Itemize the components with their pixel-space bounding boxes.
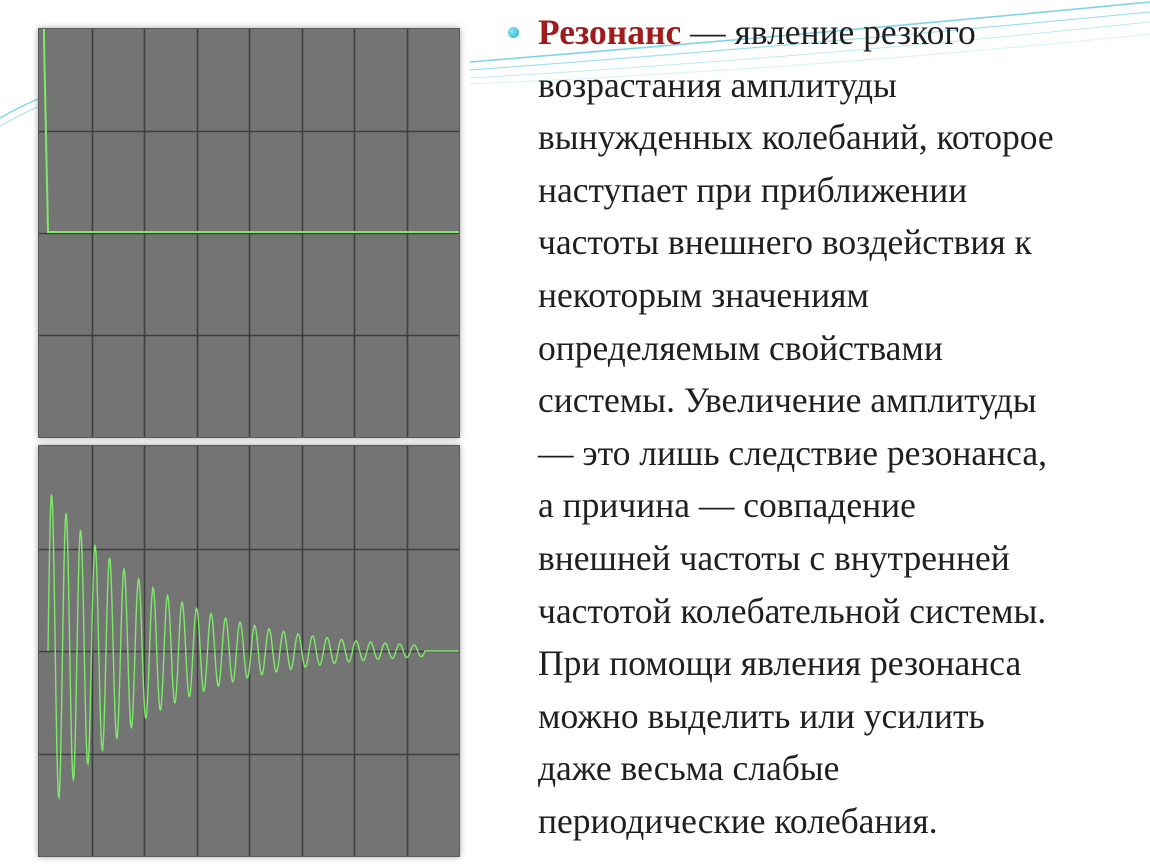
text-line: можно выделить или усилить	[538, 695, 985, 736]
text-line: — явление резкого	[690, 12, 976, 52]
text-line: некоторым значениям	[538, 274, 869, 315]
text-line: определяемым свойствами	[538, 327, 943, 368]
text-line: наступает при приближении	[538, 169, 968, 210]
term-resonance: Резонанс	[538, 12, 682, 52]
text-line: периодические колебания.	[538, 800, 938, 841]
trace-damped-oscillation	[48, 494, 459, 797]
text-line: даже весьма слабые	[538, 748, 840, 789]
scope-step-response	[38, 28, 460, 438]
trace-step-response	[44, 29, 459, 232]
step-response-chart	[39, 29, 459, 437]
definition-paragraph	[538, 6, 1140, 848]
bullet-icon	[508, 27, 519, 38]
text-line: При помощи явления резонанса	[538, 643, 1022, 684]
text-line: частоты внешнего воздействия к	[538, 222, 1032, 263]
definition-text	[508, 6, 1140, 848]
scope-damped-oscillation	[38, 445, 460, 857]
text-line: возрастания амплитуды	[538, 64, 897, 105]
text-line: а причина — совпадение	[538, 485, 916, 526]
damped-oscillation-chart	[39, 446, 459, 856]
text-line: вынужденных колебаний, которое	[538, 117, 1054, 158]
text-line: системы. Увеличение амплитуды	[538, 380, 1037, 421]
text-line: — это лишь следствие резонанса,	[538, 432, 1047, 473]
text-line: внешней частоты с внутренней	[538, 537, 1010, 578]
text-line: частотой колебательной системы.	[538, 590, 1047, 631]
